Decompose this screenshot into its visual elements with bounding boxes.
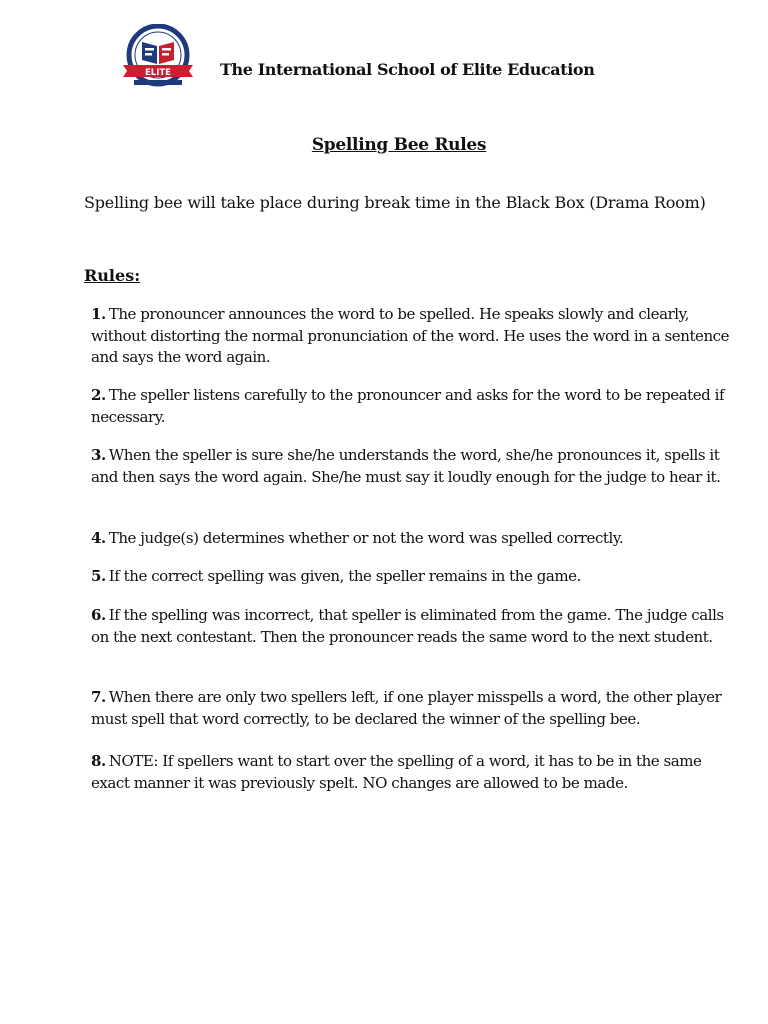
rule-text: NOTE: If spellers want to start over the spelling of a word, it has to be in the same exact manner it was previously spelt. NO changes are allowed to be made.: [91, 752, 702, 792]
rule-item: [91, 528, 739, 550]
rule-number: 2.: [91, 386, 106, 404]
rule-text: If the correct spelling was given, the speller remains in the game.: [108, 567, 581, 585]
rule-text: The speller listens carefully to the pronouncer and asks for the word to be repeated if necessary.: [91, 386, 725, 426]
rule-text: When the speller is sure she/he understands the word, she/he pronounces it, spells it and then says the word again. She/he must say it loudly enough for the judge to hear it.: [91, 446, 721, 486]
rule-number: 1.: [91, 305, 106, 323]
rule-number: 4.: [91, 529, 106, 547]
school-crest-icon: [120, 24, 196, 90]
rule-number: 3.: [91, 446, 106, 464]
rule-text: If the spelling was incorrect, that speller is eliminated from the game. The judge calls on the next contestant. Then the pronouncer reads the same word to the next student.: [91, 606, 724, 646]
rule-number: 6.: [91, 606, 106, 624]
rule-item: [91, 566, 739, 588]
school-logo: [120, 24, 196, 90]
rule-text: The pronouncer announces the word to be spelled. He speaks slowly and clearly, without distorting the normal pronunciation of the word. He uses the word in a sentence and says the word again.: [91, 305, 730, 366]
page-title: Spelling Bee Rules: [311, 135, 487, 155]
rule-text: When there are only two spellers left, if one player misspells a word, the other player must spell that word correctly, to be declared the winner of the spelling bee.: [91, 688, 722, 728]
rule-number: 5.: [91, 567, 106, 585]
rule-item: [91, 751, 739, 794]
logo-wordmark: ELITE: [145, 68, 171, 78]
rule-item: [91, 605, 739, 648]
rule-text: The judge(s) determines whether or not the word was spelled correctly.: [108, 529, 624, 547]
rule-item: [91, 304, 739, 369]
school-name: The International School of Elite Education: [220, 60, 595, 79]
rule-number: 7.: [91, 688, 106, 706]
rules-heading: Rules:: [84, 266, 141, 285]
rule-item: [91, 445, 739, 488]
rule-item: [91, 687, 739, 730]
rule-item: [91, 385, 739, 428]
rule-number: 8.: [91, 752, 106, 770]
intro-paragraph: Spelling bee will take place during break time in the Black Box (Drama Room): [84, 193, 706, 212]
